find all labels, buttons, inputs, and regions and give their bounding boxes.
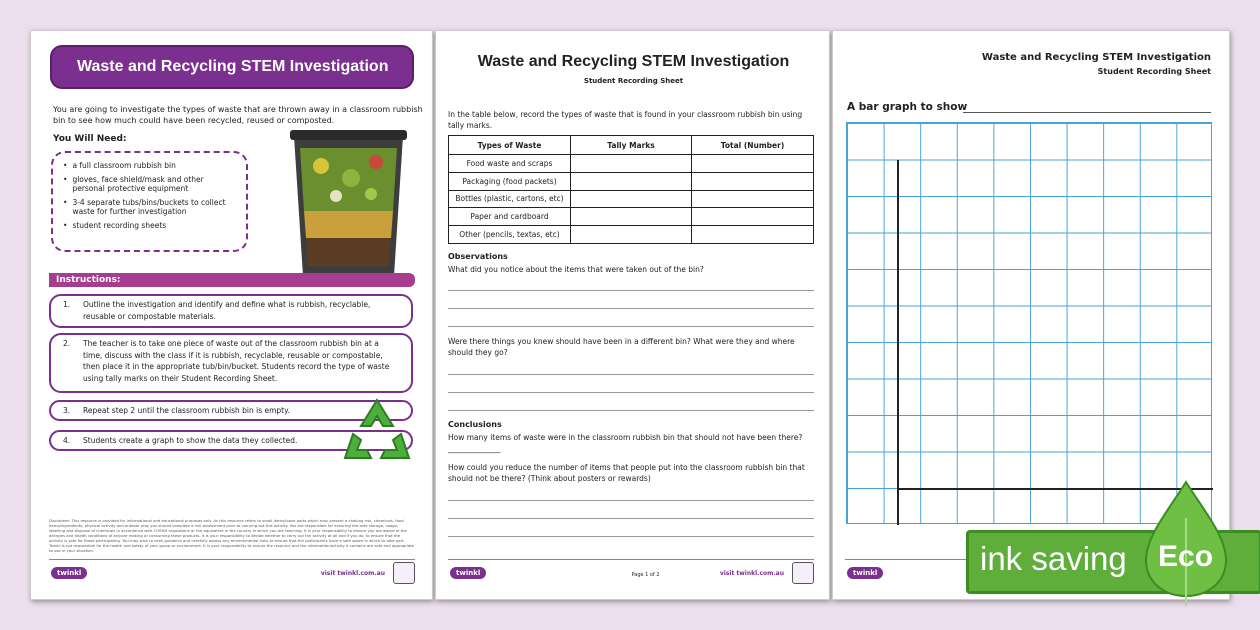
- step-number: 2.: [63, 339, 71, 348]
- footer-url: visit twinkl.com.au: [320, 570, 385, 577]
- twinkl-logo: twinkl: [51, 567, 87, 579]
- waste-type-cell: Packaging (food packets): [449, 172, 571, 190]
- table-row: [449, 208, 814, 226]
- page-subtitle: Student Recording Sheet: [1097, 67, 1211, 76]
- tally-cell[interactable]: [571, 208, 692, 226]
- eco-label: Eco: [1158, 540, 1214, 573]
- instruction-step: [49, 294, 413, 328]
- needs-list: [51, 151, 248, 252]
- need-item: • 3-4 separate tubs/bins/buckets to collect waste for further investigation: [63, 198, 236, 216]
- waste-type-cell: Bottles (plastic, cartons, etc): [449, 190, 571, 208]
- answer-line[interactable]: [448, 374, 814, 375]
- column-header: Tally Marks: [571, 136, 692, 155]
- total-cell[interactable]: [692, 172, 814, 190]
- table-row: [449, 226, 814, 244]
- graph-title-line[interactable]: [963, 112, 1211, 113]
- page-title: Waste and Recycling STEM Investigation: [477, 53, 790, 70]
- answer-line[interactable]: [448, 500, 814, 501]
- recycle-icon: [341, 396, 413, 466]
- column-header: Total (Number): [692, 136, 814, 155]
- total-cell[interactable]: [692, 226, 814, 244]
- question: What did you notice about the items that were taken out of the bin?: [448, 265, 704, 274]
- rubbish-bin-image: [286, 126, 411, 286]
- graph-grid[interactable]: [846, 122, 1212, 524]
- table-row: [449, 172, 814, 190]
- step-text: Outline the investigation and identify and define what is rubbish, recyclable, reusable or compostable materials.: [83, 300, 371, 321]
- twinkl-logo: twinkl: [847, 567, 883, 579]
- step-text: Students create a graph to show the data they collected.: [83, 436, 298, 445]
- twinkl-logo: twinkl: [450, 567, 486, 579]
- observations-heading: Observations: [448, 252, 508, 261]
- table-intro: In the table below, record the types of waste that is found in your classroom rubbish bin using tally marks.: [448, 110, 803, 130]
- answer-line[interactable]: [448, 326, 814, 327]
- total-cell[interactable]: [692, 190, 814, 208]
- page-footer: [49, 559, 415, 587]
- y-axis: [897, 160, 899, 525]
- page-footer: [448, 559, 814, 587]
- step-number: 3.: [63, 406, 71, 415]
- waste-type-cell: Paper and cardboard: [449, 208, 571, 226]
- table-row: [449, 190, 814, 208]
- waste-type-cell: Other (pencils, textas, etc): [449, 226, 571, 244]
- instruction-step: [49, 333, 413, 393]
- tally-cell[interactable]: [571, 190, 692, 208]
- step-text: Repeat step 2 until the classroom rubbish bin is empty.: [83, 406, 290, 415]
- bar-graph-label: A bar graph to show: [847, 101, 968, 113]
- answer-line[interactable]: [448, 536, 814, 537]
- instructions-heading: Instructions:: [49, 273, 415, 287]
- answer-line[interactable]: [448, 392, 814, 393]
- total-cell[interactable]: [692, 208, 814, 226]
- page-title: Waste and Recycling STEM Investigation: [981, 52, 1211, 63]
- activity-page: [30, 30, 433, 600]
- ink-saving-label: ink saving: [980, 540, 1127, 577]
- tally-cell[interactable]: [571, 155, 692, 173]
- total-cell[interactable]: [692, 155, 814, 173]
- step-text: The teacher is to take one piece of waste out of the classroom rubbish bin at a time, discuss with the class if it is rubbish, recyclable, reusable or compostable, then place it in the appropriate tub/bin/bucket. Students record the type of waste using tally marks on their Student Recording Sheet.: [83, 339, 390, 383]
- recording-sheet-page: [435, 30, 830, 600]
- quality-badge: [393, 562, 415, 584]
- tally-table: [448, 135, 814, 244]
- disclaimer: Disclaimer: This resource is provided for informational and educational purposes only. As this resource refers to small items/loose parts which may present a choking risk, chemicals, food items/ingredients, physical activity and outdoor play you should complete a risk assessment prior to carrying out this activity. You are responsible for ensuring the safe storage, usage, labelling and disposal of chemicals in accordance with COSHH regulations or the equivalent in the country in which you are teaching. It is your responsibility to ensure you are aware of the allergies and health conditions of anyone making or consuming these products. It is your responsibility to decide whether to carry out the activity at all and if you do, to ensure that the activity is safe for those participating. You may wish to seek guidance and carefully assess any environmental risks to ensure that the participants have a safe space in which to take part. Twinkl is not responsible for the health and safety of your group or environment. It is your responsibility to ensure the resource and the information/activity it contains are safe and appropriate to use in your situation.: [49, 518, 414, 553]
- waste-type-cell: Food waste and scraps: [449, 155, 571, 173]
- step-number: 4.: [63, 436, 71, 445]
- table-header-row: [449, 136, 814, 155]
- answer-line[interactable]: [448, 518, 814, 519]
- need-item: • a full classroom rubbish bin: [63, 161, 236, 170]
- quality-badge: [792, 562, 814, 584]
- answer-line[interactable]: [448, 410, 814, 411]
- conclusions-heading: Conclusions: [448, 420, 502, 429]
- you-will-need-heading: You Will Need:: [53, 134, 127, 144]
- intro-text: You are going to investigate the types of waste that are thrown away in a classroom rubbish bin to see how much could have been recycled, reused or composted.: [53, 105, 423, 125]
- question: Were there things you knew should have been in a different bin? What were they and where should they go?: [448, 337, 795, 357]
- table-row: [449, 155, 814, 173]
- page-number: Page 1 of 2: [631, 572, 660, 578]
- answer-line[interactable]: [448, 308, 814, 309]
- page-title-banner: Waste and Recycling STEM Investigation: [50, 45, 414, 89]
- footer-url: visit twinkl.com.au: [719, 570, 784, 577]
- need-item: • student recording sheets: [63, 221, 236, 230]
- question: How could you reduce the number of items that people put into the classroom rubbish bin that should not be there? (Think about posters or rewards): [448, 463, 805, 483]
- need-item: • gloves, face shield/mask and other personal protective equipment: [63, 175, 236, 193]
- tally-cell[interactable]: [571, 172, 692, 190]
- question: How many items of waste were in the classroom rubbish bin that should not have been there? ______________: [448, 433, 803, 453]
- column-header: Types of Waste: [449, 136, 571, 155]
- step-number: 1.: [63, 300, 71, 309]
- answer-line[interactable]: [448, 290, 814, 291]
- tally-cell[interactable]: [571, 226, 692, 244]
- page-subtitle: Student Recording Sheet: [583, 77, 684, 85]
